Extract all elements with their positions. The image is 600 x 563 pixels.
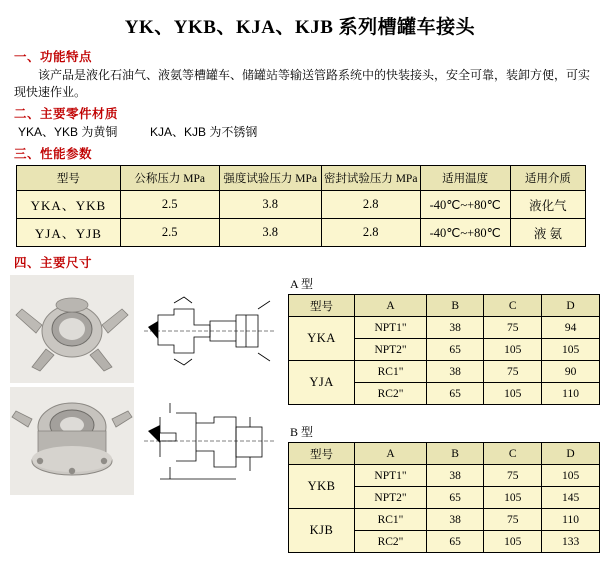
col-header-strength-pressure: 强度试验压力 MPa (219, 166, 321, 191)
dimension-table-b (288, 442, 600, 553)
table-header-row (17, 166, 586, 191)
cell-d: 94 (542, 317, 600, 339)
cell-model: YJA、YJB (17, 219, 121, 247)
col-header-nominal-pressure: 公称压力 MPa (120, 166, 219, 191)
cell-d: 145 (542, 487, 600, 509)
product-photo-a (10, 275, 134, 383)
cell-c: 105 (484, 531, 542, 553)
cell-a: RC1" (355, 509, 427, 531)
photo-b-graphic (10, 387, 134, 495)
cell-strength-pressure: 3.8 (219, 219, 321, 247)
col-header-seal-pressure: 密封试验压力 MPa (321, 166, 420, 191)
drawing-a-graphic (140, 275, 280, 383)
col-header-temperature: 适用温度 (420, 166, 510, 191)
cell-model: YKB (289, 465, 355, 509)
col-header-model: 型号 (289, 295, 355, 317)
section-heading-dimensions: 四、主要尺寸 (14, 256, 93, 270)
technical-drawing-a (140, 275, 280, 383)
material-brass-text: YKA、YKB 为黄铜 (18, 125, 118, 139)
cell-seal-pressure: 2.8 (321, 219, 420, 247)
table-row (17, 219, 586, 247)
cell-d: 110 (542, 509, 600, 531)
table-row (289, 509, 600, 531)
performance-table (16, 165, 586, 247)
cell-c: 105 (484, 487, 542, 509)
cell-d: 105 (542, 465, 600, 487)
cell-b: 38 (426, 509, 483, 531)
table-row (289, 317, 600, 339)
col-header-b: B (426, 295, 483, 317)
table-row (289, 361, 600, 383)
cell-medium: 液化气 (510, 191, 585, 219)
figure-row-a (10, 275, 282, 383)
technical-drawing-b (140, 387, 280, 495)
cell-medium: 液 氨 (510, 219, 585, 247)
cell-d: 90 (542, 361, 600, 383)
section-heading-performance: 三、性能参数 (14, 147, 93, 161)
figure-column (10, 275, 282, 563)
material-line (18, 124, 590, 141)
cell-a: RC2" (355, 383, 427, 405)
col-header-b: B (426, 443, 483, 465)
cell-b: 65 (426, 383, 483, 405)
cell-d: 105 (542, 339, 600, 361)
cell-a: NPT1" (355, 465, 427, 487)
dimensions-area (10, 275, 590, 563)
cell-model: YKA、YKB (17, 191, 121, 219)
table-row (17, 191, 586, 219)
cell-nominal-pressure: 2.5 (120, 219, 219, 247)
col-header-c: C (484, 443, 542, 465)
cell-a: NPT1" (355, 317, 427, 339)
cell-b: 38 (426, 465, 483, 487)
cell-b: 65 (426, 487, 483, 509)
product-photo-b (10, 387, 134, 495)
col-header-model: 型号 (17, 166, 121, 191)
features-body-text: 该产品是液化石油气、液氨等槽罐车、储罐站等输送管路系统中的快装接头，安全可靠，装卸方便，可实现快速作业。 (14, 68, 591, 99)
col-header-d: D (542, 443, 600, 465)
photo-a-graphic (10, 275, 134, 383)
col-header-a: A (355, 443, 427, 465)
cell-c: 75 (484, 509, 542, 531)
cell-seal-pressure: 2.8 (321, 191, 420, 219)
cell-a: RC1" (355, 361, 427, 383)
figure-row-b (10, 387, 282, 495)
table-header-row (289, 443, 600, 465)
type-label-b: B 型 (290, 425, 314, 439)
type-label-a: A 型 (290, 277, 314, 291)
cell-a: NPT2" (355, 339, 427, 361)
cell-c: 75 (484, 317, 542, 339)
drawing-b-graphic (140, 387, 280, 495)
table-row (289, 465, 600, 487)
cell-d: 133 (542, 531, 600, 553)
cell-c: 75 (484, 465, 542, 487)
section-heading-features: 一、功能特点 (14, 50, 93, 64)
dimension-block-b (288, 423, 600, 553)
cell-a: RC2" (355, 531, 427, 553)
cell-b: 38 (426, 317, 483, 339)
cell-nominal-pressure: 2.5 (120, 191, 219, 219)
col-header-c: C (484, 295, 542, 317)
cell-strength-pressure: 3.8 (219, 191, 321, 219)
cell-b: 38 (426, 361, 483, 383)
cell-model: KJB (289, 509, 355, 553)
performance-table-wrap (16, 165, 590, 247)
col-header-d: D (542, 295, 600, 317)
cell-c: 105 (484, 339, 542, 361)
section-heading-material: 二、主要零件材质 (14, 107, 119, 121)
cell-d: 110 (542, 383, 600, 405)
cell-c: 105 (484, 383, 542, 405)
cell-model: YKA (289, 317, 355, 361)
cell-model: YJA (289, 361, 355, 405)
col-header-model: 型号 (289, 443, 355, 465)
material-steel-text: KJA、KJB 为不锈钢 (150, 125, 258, 139)
cell-temperature: -40℃~+80℃ (420, 219, 510, 247)
cell-temperature: -40℃~+80℃ (420, 191, 510, 219)
cell-b: 65 (426, 339, 483, 361)
cell-a: NPT2" (355, 487, 427, 509)
cell-c: 75 (484, 361, 542, 383)
cell-b: 65 (426, 531, 483, 553)
dimension-tables-column (282, 275, 600, 563)
dimension-block-a (288, 275, 600, 405)
table-header-row (289, 295, 600, 317)
col-header-a: A (355, 295, 427, 317)
dimension-table-a (288, 294, 600, 405)
col-header-medium: 适用介质 (510, 166, 585, 191)
page-title: YK、YKB、KJA、KJB 系列槽罐车接头 (124, 17, 476, 38)
